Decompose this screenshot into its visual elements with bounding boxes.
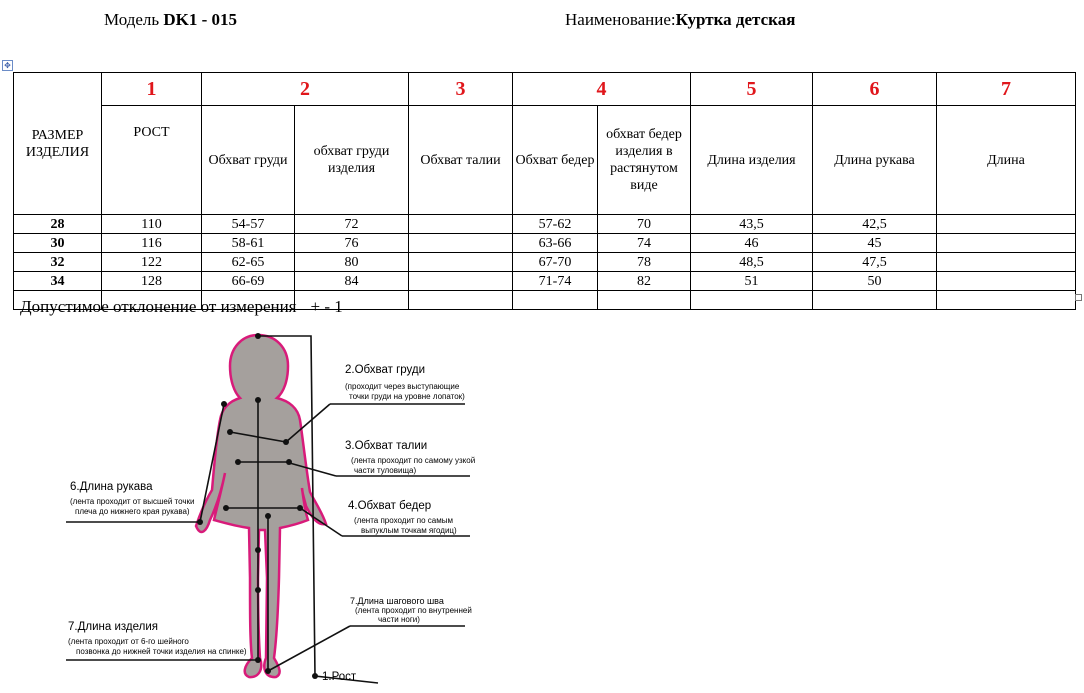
measure-number: 2 <box>202 73 409 106</box>
tolerance-label: Допустимое отклонение от измерения <box>20 297 297 316</box>
measure-number: 5 <box>691 73 813 106</box>
inseam-measure-title: 7.Длина шагового шва <box>350 596 444 606</box>
tolerance-note <box>20 297 343 317</box>
hips-measure-note: (лента проходит по самым <box>354 516 453 525</box>
cell-chest-garment: 76 <box>295 234 409 253</box>
cell-chest: 62-65 <box>202 253 295 272</box>
chest-measure-note: точки груди на уровне лопаток) <box>349 392 465 401</box>
hips-measure-title: 4.Обхват бедер <box>348 500 432 512</box>
sleeve-measure-note: (лента проходит от высшей точки <box>70 497 195 506</box>
measure-number: 1 <box>102 73 202 106</box>
chest-header: Обхват груди <box>202 106 295 215</box>
measurement-figure <box>60 328 490 690</box>
chest-garment-header: обхват груди изделия <box>295 106 409 215</box>
sleeve-measure-note: плеча до нижнего края рукава) <box>75 507 190 516</box>
measure-number: 7 <box>937 73 1076 106</box>
cell-size: 30 <box>14 234 102 253</box>
cell-chest: 58-61 <box>202 234 295 253</box>
cell-hips: 57-62 <box>513 215 598 234</box>
waist-measure-title: 3.Обхват талии <box>345 440 428 452</box>
tolerance-value: + - 1 <box>310 297 343 316</box>
cell-hips: 71-74 <box>513 272 598 291</box>
cell-hips-stretched: 74 <box>598 234 691 253</box>
hips-header: Обхват бедер <box>513 106 598 215</box>
cell-height: 116 <box>102 234 202 253</box>
model-heading <box>104 10 237 30</box>
cell-hips-stretched: 78 <box>598 253 691 272</box>
chest-measure-title: 2.Обхват груди <box>345 364 426 376</box>
cell-size: 28 <box>14 215 102 234</box>
cell-size: 34 <box>14 272 102 291</box>
garment-length-measure-note: позвонка до нижней точки изделия на спинке) <box>76 647 247 656</box>
inseam-measure-note: части ноги) <box>378 615 420 624</box>
cell-height: 128 <box>102 272 202 291</box>
cell-garment-length: 43,5 <box>691 215 813 234</box>
cell-hips: 63-66 <box>513 234 598 253</box>
cell-sleeve-length: 45 <box>813 234 937 253</box>
cell-sleeve-length: 50 <box>813 272 937 291</box>
cell-garment-length: 46 <box>691 234 813 253</box>
cell-chest: 66-69 <box>202 272 295 291</box>
cell-length <box>937 272 1076 291</box>
length-header: Длина <box>937 106 1076 215</box>
waist-measure-note: (лента проходит по самому узкой <box>351 456 476 465</box>
garment-length-measure-title: 7.Длина изделия <box>68 621 158 633</box>
cell-size: 32 <box>14 253 102 272</box>
table-row <box>14 272 1076 291</box>
table-row <box>14 234 1076 253</box>
measure-number: 3 <box>409 73 513 106</box>
name-label: Наименование: <box>565 10 676 29</box>
product-name-heading <box>565 10 795 30</box>
measure-number: 4 <box>513 73 691 106</box>
table-move-handle-icon[interactable]: ✥ <box>2 60 13 71</box>
height-measure-title: 1.Рост <box>322 671 357 683</box>
cell-waist <box>409 272 513 291</box>
cell-chest-garment: 80 <box>295 253 409 272</box>
cell-chest-garment: 84 <box>295 272 409 291</box>
hips-stretched-header: обхват бедер изделия в растянутом виде <box>598 106 691 215</box>
cell-hips-stretched: 82 <box>598 272 691 291</box>
garment-length-measure-note: (лента проходит от 6-го шейного <box>68 637 189 646</box>
height-header: РОСТ <box>102 106 202 215</box>
cell-garment-length: 48,5 <box>691 253 813 272</box>
model-label: Модель <box>104 10 160 29</box>
measure-number: 6 <box>813 73 937 106</box>
cell-height: 122 <box>102 253 202 272</box>
sleeve-length-header: Длина рукава <box>813 106 937 215</box>
table-row <box>14 215 1076 234</box>
sleeve-measure-title: 6.Длина рукава <box>70 481 153 493</box>
waist-measure-note: части туловища) <box>354 466 417 475</box>
cell-height: 110 <box>102 215 202 234</box>
name-value: Куртка детская <box>675 10 796 29</box>
cell-sleeve-length: 47,5 <box>813 253 937 272</box>
model-value: DK1 - 015 <box>163 10 238 29</box>
cell-length <box>937 234 1076 253</box>
cell-chest: 54-57 <box>202 215 295 234</box>
table-row <box>14 253 1076 272</box>
cell-waist <box>409 234 513 253</box>
table-resize-handle[interactable] <box>1075 294 1082 301</box>
cell-length <box>937 253 1076 272</box>
garment-length-header: Длина изделия <box>691 106 813 215</box>
cell-hips: 67-70 <box>513 253 598 272</box>
cell-waist <box>409 215 513 234</box>
cell-garment-length: 51 <box>691 272 813 291</box>
child-silhouette <box>196 335 326 677</box>
cell-sleeve-length: 42,5 <box>813 215 937 234</box>
cell-length <box>937 215 1076 234</box>
size-column-header: РАЗМЕР ИЗДЕЛИЯ <box>14 73 102 215</box>
cell-chest-garment: 72 <box>295 215 409 234</box>
cell-hips-stretched: 70 <box>598 215 691 234</box>
waist-header: Обхват талии <box>409 106 513 215</box>
hips-measure-note: выпуклым точкам ягодиц) <box>361 526 457 535</box>
cell-waist <box>409 253 513 272</box>
chest-measure-note: (проходит через выступающие <box>345 382 460 391</box>
size-chart-table <box>13 72 1076 310</box>
inseam-measure-note: (лента проходит по внутренней <box>355 606 472 615</box>
